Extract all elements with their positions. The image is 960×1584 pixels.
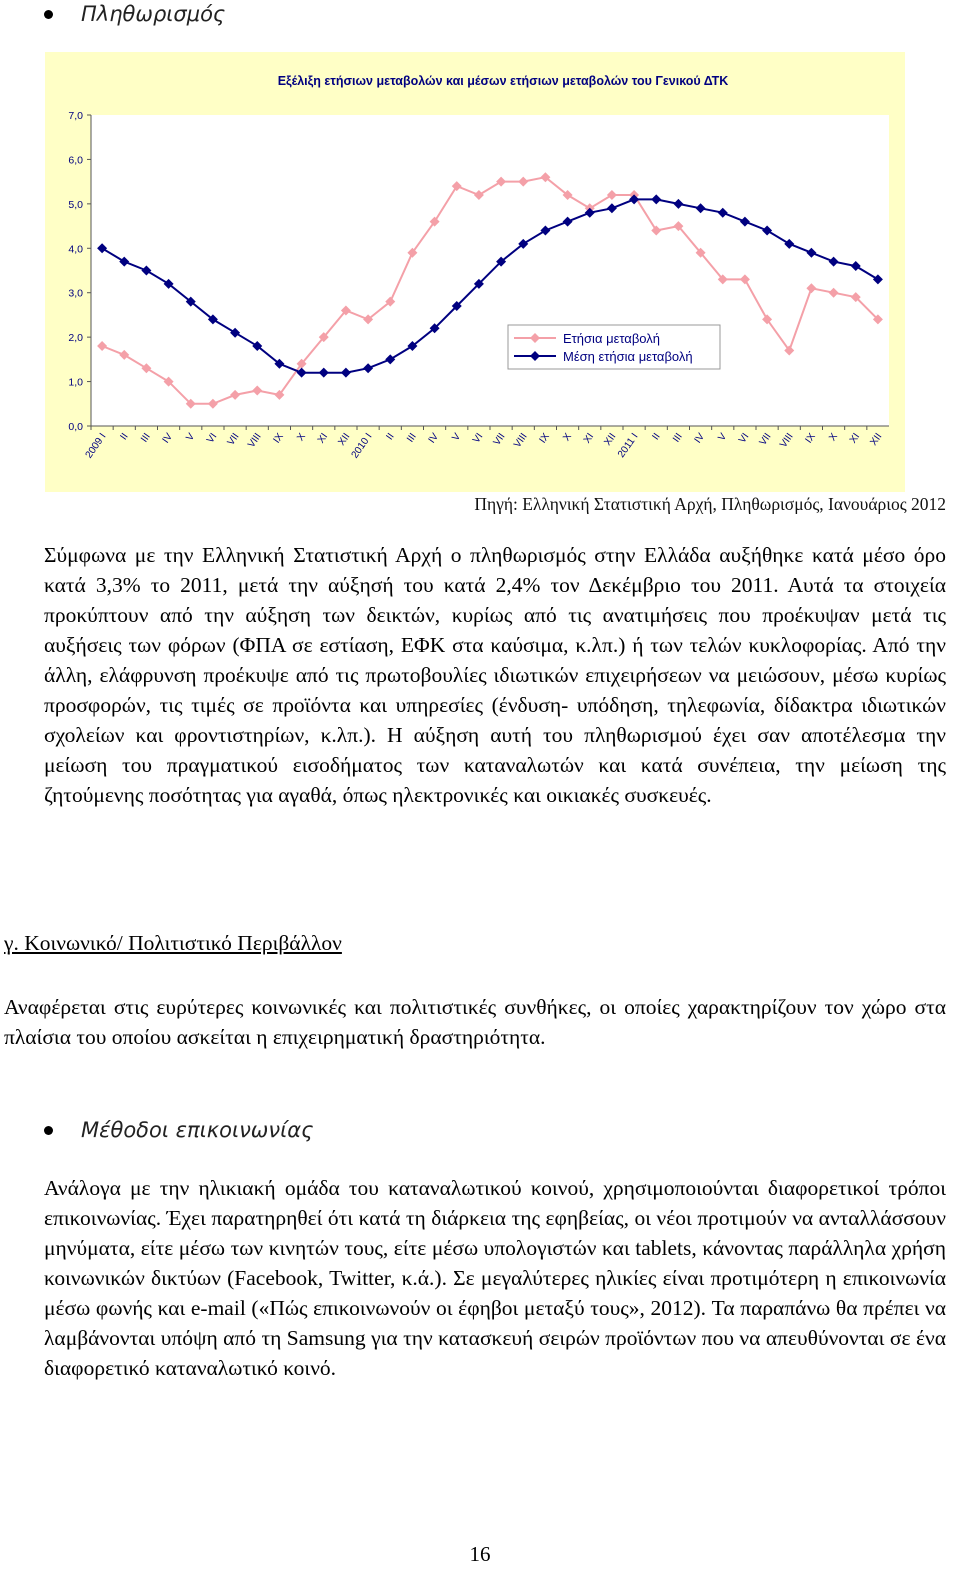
section-heading: γ. Κοινωνικό/ Πολιτιστικό Περιβάλλον xyxy=(4,931,342,955)
x-tick-label: III xyxy=(671,431,685,445)
x-tick-label: XII xyxy=(336,431,353,448)
x-tick-label: IX xyxy=(537,431,552,446)
x-tick-label: X xyxy=(561,431,575,444)
legend-label-1: Ετήσια μεταβολή xyxy=(563,331,661,346)
bullet-icon xyxy=(44,1126,53,1135)
x-tick-label: III xyxy=(405,431,419,445)
y-tick-label: 0,0 xyxy=(68,421,83,433)
x-tick-label: X xyxy=(827,431,841,444)
x-tick-label: VIII xyxy=(246,431,264,451)
chart-source: Πηγή: Ελληνική Στατιστική Αρχή, Πληθωρισμός, Ιανουάριος 2012 xyxy=(474,494,946,514)
x-tick-label: IX xyxy=(803,431,818,446)
x-tick-label: VII xyxy=(757,431,774,448)
paragraph-social: Αναφέρεται στις ευρύτερες κοινωνικές και πολιτιστικές συνθήκες, οι οποίες χαρακτηρίζουν τον χώρο στα πλαίσια του οποίου ασκείται η επιχειρηματική δραστηριότητα. xyxy=(4,995,946,1049)
chart-title: Εξέλιξη ετήσιων μεταβολών και μέσων ετήσιων μεταβολών του Γενικού ΔΤΚ xyxy=(277,74,729,88)
legend-label-2: Μέση ετήσια μεταβολή xyxy=(563,349,693,364)
bullet-communication xyxy=(44,1116,313,1144)
x-tick-label: VII xyxy=(225,431,242,448)
y-tick-label: 3,0 xyxy=(68,287,83,300)
y-tick-label: 4,0 xyxy=(68,243,83,256)
bullet-label-inflation: Πληθωρισμός xyxy=(81,2,226,26)
x-tick-label: II xyxy=(118,431,131,443)
x-tick-label: VIII xyxy=(778,431,796,451)
x-tick-label: 2009 I xyxy=(83,431,109,461)
x-tick-label: III xyxy=(139,431,153,445)
x-tick-label: 2011 I xyxy=(616,431,641,460)
x-tick-label: V xyxy=(716,431,730,444)
x-tick-label: IV xyxy=(692,431,708,446)
x-tick-label: XI xyxy=(315,431,331,446)
x-tick-label: IV xyxy=(426,431,442,446)
x-tick-label: VIII xyxy=(512,431,530,451)
bullet-icon xyxy=(44,10,53,19)
x-tick-label: V xyxy=(450,431,464,444)
inflation-chart xyxy=(45,52,905,492)
paragraph-communication: Ανάλογα με την ηλικιακή ομάδα του καταναλωτικού κοινού, χρησιμοποιούνται διαφορετικοί τρόποι επικοινωνίας. Έχει παρατηρηθεί ότι κατά τη διάρκεια της εφηβείας, οι νέοι προτιμούν να ανταλλάσσουν μηνύματα, είτε μέσω των κινητών τους, είτε μέσω υπολογιστών και tablets, κάνοντας παράλληλα χρήση κοινωνικών δικτύων (Facebook, Twitter, κ.ά.). Σε μεγαλύτερες ηλικίες είναι προτιμότερη η επικοινωνία μέσω φωνής και e-mail («Πώς επικοινωνούν οι έφηβοι μεταξύ τους», 2012). Τα παραπάνω θα πρέπει να λαμβάνονται υπόψη από τη Samsung για την κατασκευή σειρών προϊόντων που να απευθύνονται σε ένα διαφορετικό καταναλωτικό κοινό. xyxy=(44,1176,946,1380)
x-tick-label: IX xyxy=(271,431,286,446)
x-tick-label: XI xyxy=(581,431,597,446)
x-tick-label: VII xyxy=(491,431,508,448)
plot-area xyxy=(91,115,889,426)
x-tick-label: VI xyxy=(470,431,486,446)
x-tick-label: XII xyxy=(602,431,619,448)
x-tick-label: II xyxy=(384,431,397,443)
x-tick-label: V xyxy=(184,431,198,444)
y-tick-label: 6,0 xyxy=(68,154,83,167)
x-tick-label: II xyxy=(650,431,663,443)
x-tick-label: X xyxy=(295,431,309,444)
x-tick-label: IV xyxy=(160,431,176,446)
chart-canvas xyxy=(45,52,905,492)
y-tick-label: 5,0 xyxy=(68,198,83,211)
y-tick-label: 2,0 xyxy=(68,332,83,345)
x-tick-label: VI xyxy=(736,431,752,446)
bullet-inflation xyxy=(44,0,225,28)
y-tick-label: 1,0 xyxy=(68,376,83,389)
x-tick-label: VI xyxy=(204,431,220,446)
y-tick-label: 7,0 xyxy=(68,110,83,122)
x-tick-label: XI xyxy=(847,431,863,446)
page-number: 16 xyxy=(469,1542,491,1566)
x-tick-label: XII xyxy=(868,431,885,448)
bullet-label-communication: Μέθοδοι επικοινωνίας xyxy=(81,1118,314,1142)
x-tick-label: 2010 I xyxy=(349,431,375,461)
paragraph-inflation: Σύμφωνα με την Ελληνική Στατιστική Αρχή ο πληθωρισμός στην Ελλάδα αυξήθηκε κατά μέσο όρο κατά 3,3% το 2011, μετά την αύξησή του κατά 2,4% τον Δεκέμβριο του 2011. Αυτά τα στοιχεία προκύπτουν από την αύξηση των δεικτών, κυρίως από τις ανατιμήσεις που προέκυψαν μετά τις αυξήσεις των φόρων (ΦΠΑ σε εστίαση, ΕΦΚ στα καύσιμα, κ.λπ.) ή των τελών κυκλοφορίας. Από την άλλη, ελάφρυνση προέκυψε από τις πρωτοβουλίες ιδιωτικών επιχειρήσεων να μειώσουν, μέσω κυρίως προσφορών, τις τιμές σε προϊόντα και υπηρεσίες (ένδυση- υπόδηση, τηλεφωνία, δίδακτρα ιδιωτικών σχολείων και φροντιστηρίων, κ.λπ.). Η αύξηση αυτή του πληθωρισμού έχει σαν αποτέλεσμα την μείωση του πραγματικού εισοδήματος των καταναλωτών και κατά συνέπεια, την μείωση της ζητούμενης ποσότητας για αγαθά, όπως ηλεκτρονικές και οικιακές συσκευές. xyxy=(44,543,946,807)
